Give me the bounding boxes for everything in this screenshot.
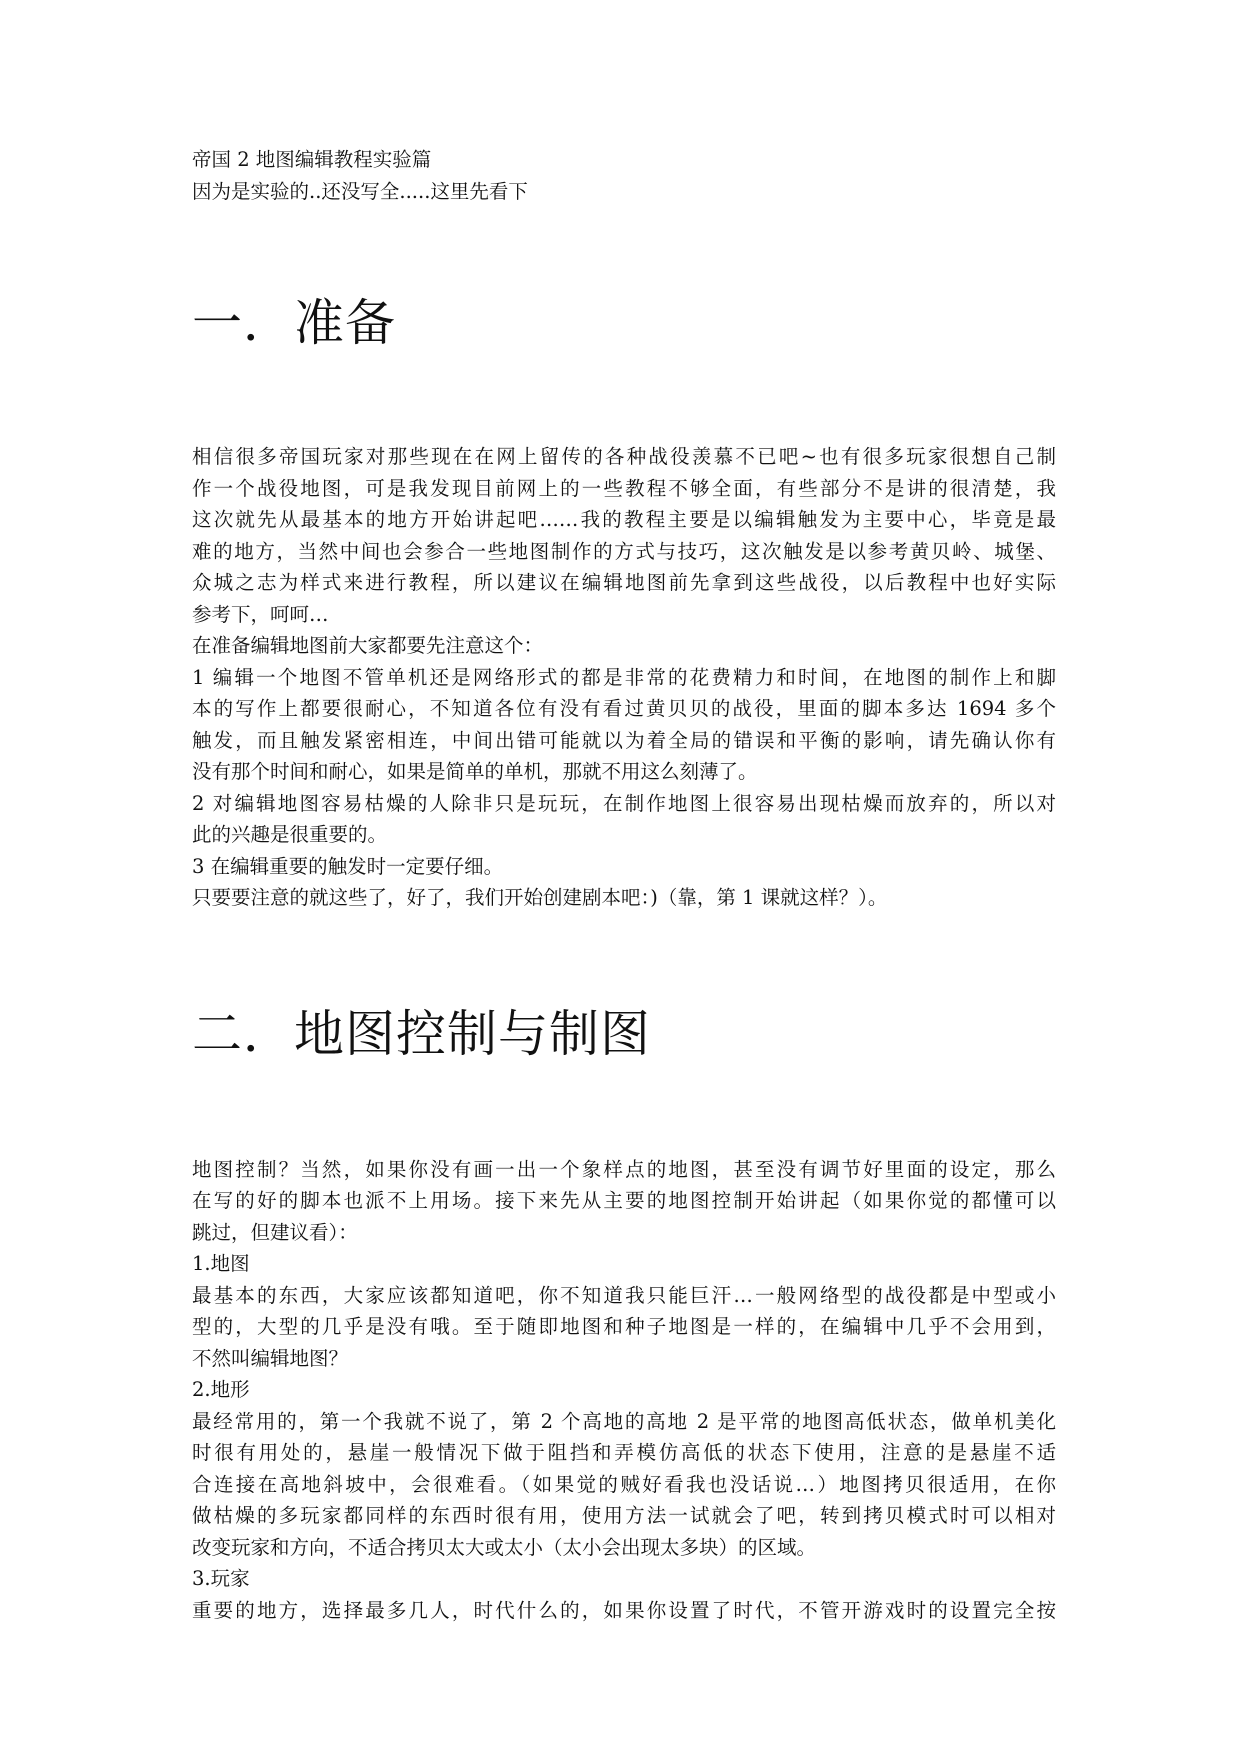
paragraph-line: 型的，大型的几乎是没有哦。至于随即地图和种子地图是一样的，在编辑中几乎不会用到， (192, 1315, 1056, 1338)
paragraph-line: 触发，而且触发紧密相连，中间出错可能就以为着全局的错误和平衡的影响，请先确认你有 (192, 728, 1056, 752)
subheading-map: 1.地图 (192, 1252, 250, 1275)
paragraph-line: 参考下，呵呵… (192, 602, 329, 626)
subheading-terrain: 2.地形 (192, 1378, 250, 1401)
paragraph-line: 在准备编辑地图前大家都要先注意这个： (192, 634, 544, 657)
paragraph-line: 作一个战役地图，可是我发现目前网上的一些教程不够全面，有些部分不是讲的很清楚，我 (192, 476, 1056, 500)
section-body-map-control (192, 1154, 1056, 1627)
document-content (192, 144, 1056, 1626)
paragraph-line: 只要要注意的就这些了，好了，我们开始创建剧本吧：)（靠，第 1 课就这样？）。 (192, 886, 888, 909)
paragraph-line: 最经常用的，第一个我就不说了，第 2 个高地的高地 2 是平常的地图高低状态，做单机美化 (192, 1409, 1056, 1433)
section-body-preparation (192, 441, 1056, 914)
paragraph-line: 改变玩家和方向，不适合拷贝太大或太小（太小会出现太多块）的区域。 (192, 1535, 817, 1559)
paragraph-line: 跳过，但建议看）： (192, 1220, 358, 1244)
paragraph-line: 2 对编辑地图容易枯燥的人除非只是玩玩，在制作地图上很容易出现枯燥而放弃的，所以对 (192, 791, 1056, 815)
paragraph-line: 众城之志为样式来进行教程，所以建议在编辑地图前先拿到这些战役，以后教程中也好实际 (192, 571, 1056, 594)
paragraph-line: 做枯燥的多玩家都同样的东西时很有用，使用方法一试就会了吧，转到拷贝模式时可以相对 (192, 1504, 1056, 1527)
paragraph-line: 最基本的东西，大家应该都知道吧，你不知道我只能巨汗…一般网络型的战役都是中型或小 (192, 1283, 1056, 1307)
paragraph-line: 重要的地方，选择最多几人，时代什么的，如果你设置了时代，不管开游戏时的设置完全按 (192, 1598, 1056, 1622)
paragraph-line: 在写的好的脚本也派不上用场。接下来先从主要的地图控制开始讲起（如果你觉的都懂可以 (192, 1189, 1056, 1212)
paragraph-line: 不然叫编辑地图？ (192, 1346, 349, 1370)
paragraph-line: 3 在编辑重要的触发时一定要仔细。 (192, 854, 504, 878)
paragraph-line: 没有那个时间和耐心，如果是简单的单机，那就不用这么刻薄了。 (192, 760, 758, 783)
document-title: 帝国 2 地图编辑教程实验篇 (192, 148, 432, 171)
paragraph-line: 本的写作上都要很耐心，不知道各位有没有看过黄贝贝的战役，里面的脚本多达 1694 多个 (192, 697, 1056, 720)
section-heading-map-control: 二．地图控制与制图 (192, 1004, 651, 1063)
paragraph-line: 难的地方，当然中间也会参合一些地图制作的方式与技巧，这次触发是以参考黄贝岭、城堡、 (192, 539, 1056, 563)
section-heading-preparation: 一．准备 (192, 294, 396, 352)
paragraph-line: 时很有用处的，悬崖一般情况下做于阻挡和弄模仿高低的状态下使用，注意的是悬崖不适 (192, 1441, 1056, 1464)
paragraph-line: 1 编辑一个地图不管单机还是网络形式的都是非常的花费精力和时间，在地图的制作上和脚 (192, 665, 1056, 689)
paragraph-line: 此的兴趣是很重要的。 (192, 823, 388, 846)
paragraph-line: 相信很多帝国玩家对那些现在在网上留传的各种战役羡慕不已吧~也有很多玩家很想自己制 (192, 445, 1056, 468)
subheading-player: 3.玩家 (192, 1567, 250, 1590)
paragraph-line: 地图控制？当然，如果你没有画一出一个象样点的地图，甚至没有调节好里面的设定，那么 (192, 1157, 1056, 1181)
paragraph-line: 这次就先从最基本的地方开始讲起吧……我的教程主要是以编辑触发为主要中心，毕竟是最 (192, 508, 1056, 531)
document-subtitle: 因为是实验的..还没写全.....这里先看下 (192, 179, 528, 203)
paragraph-line: 合连接在高地斜坡中，会很难看。（如果觉的贼好看我也没话说…）地图拷贝很适用，在你 (192, 1472, 1056, 1496)
